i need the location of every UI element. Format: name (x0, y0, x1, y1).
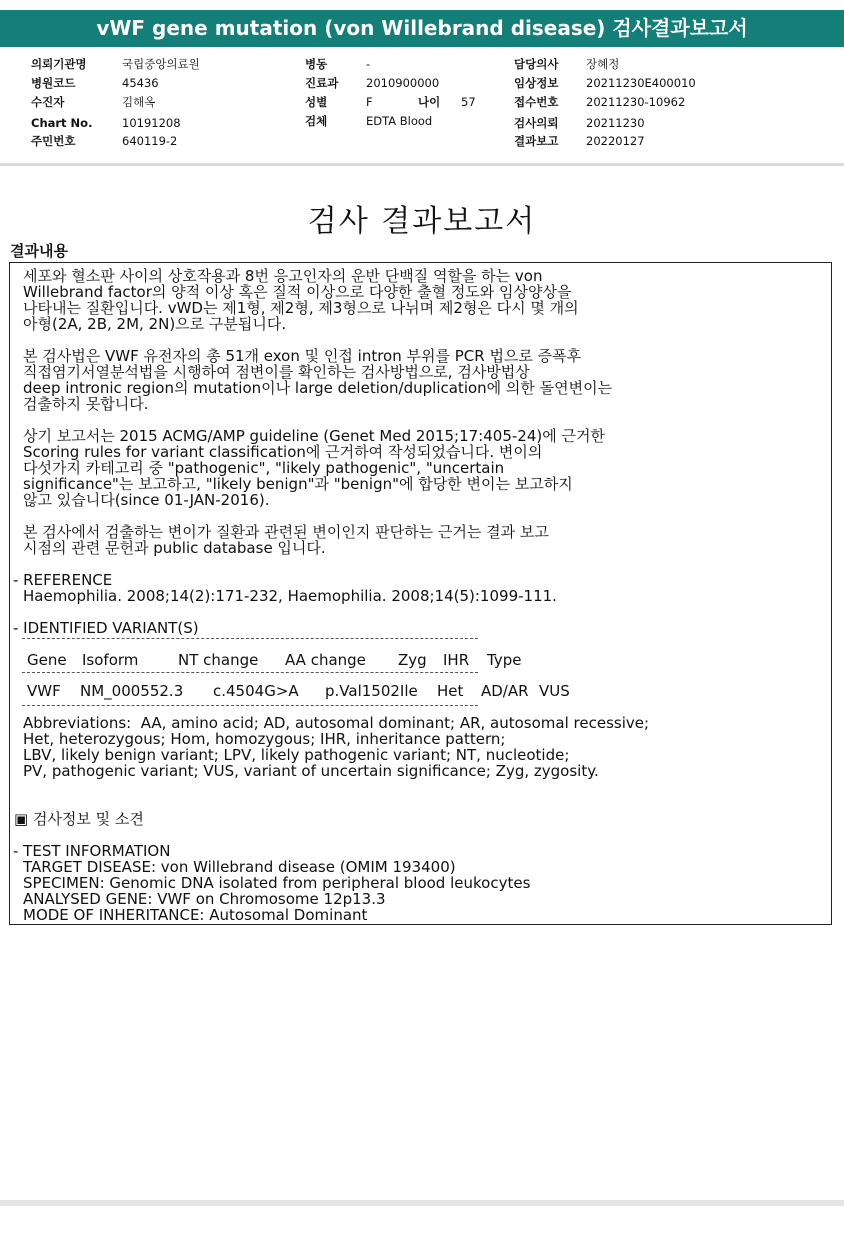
abbreviation-line: Abbreviations: AA, amino acid; AD, autosomal dominant; AR, autosomal recessive; (23, 714, 650, 732)
header-label: 진료과 (305, 76, 339, 90)
test-info-line: MODE OF INHERITANCE: Autosomal Dominant (23, 906, 368, 924)
header-value: 장혜정 (586, 57, 620, 71)
paragraph-line: 시점의 관련 문헌과 public database 입니다. (23, 539, 326, 557)
paragraph-line: 나타내는 질환입니다. vWD는 제1형, 제2형, 제3형으로 나뉘며 제2형은 다시 몇 개의 (23, 299, 579, 317)
header-value: 20211230E400010 (586, 76, 696, 90)
paragraph-line: 검출하지 못합니다. (23, 395, 149, 413)
column-header: Zyg (398, 651, 427, 669)
header-label: 성별 (305, 95, 328, 109)
table-divider (22, 705, 478, 706)
section-title: 결과내용 (10, 242, 68, 260)
paragraph-line: significance"는 보고하고, "likely benign"과 "benign"에 합당한 변이는 보고하지 (23, 475, 573, 493)
reference-text: Haemophilia. 2008;14(2):171-232, Haemophilia. 2008;14(5):1099-111. (23, 587, 557, 605)
column-header: NT change (178, 651, 259, 669)
test-info-heading: - TEST INFORMATION (13, 842, 171, 860)
header-value: - (366, 57, 371, 71)
table-cell: AD/AR (481, 682, 529, 700)
test-info-line: ANALYSED GENE: VWF on Chromosome 12p13.3 (23, 890, 386, 908)
header-label: 검사의뢰 (514, 116, 559, 130)
header-value: 640119-2 (122, 134, 178, 148)
paragraph-line: 세포와 혈소판 사이의 상호작용과 8번 응고인자의 운반 단백질 역할을 하는 von (23, 267, 543, 285)
column-header: AA change (285, 651, 366, 669)
column-header: Type (487, 651, 522, 669)
table-cell: NM_000552.3 (80, 682, 184, 700)
header-label: Chart No. (31, 116, 93, 130)
paragraph-line: Scoring rules for variant classification에 근거하여 작성되었습니다. 변이의 (23, 443, 543, 461)
paragraph-line: 본 검사법은 VWF 유전자의 총 51개 exon 및 인접 intron 부위를 PCR 법으로 증폭후 (23, 347, 582, 365)
footer-divider (0, 1200, 844, 1206)
test-info-line: SPECIMEN: Genomic DNA isolated from peripheral blood leukocytes (23, 874, 531, 892)
paragraph-line: Willebrand factor의 양적 이상 혹은 질적 이상으로 다양한 출혈 정도와 임상양상을 (23, 283, 572, 301)
header-value: 45436 (122, 76, 159, 90)
age-label: 나이 (418, 95, 441, 109)
header-label: 임상정보 (514, 76, 559, 90)
header-value: 20211230-10962 (586, 95, 686, 109)
abbreviation-line: LBV, likely benign variant; LPV, likely pathogenic variant; NT, nucleotide; (23, 746, 570, 764)
header-value: 김해옥 (122, 95, 156, 109)
table-cell: p.Val1502Ile (325, 682, 418, 700)
report-title: 검사 결과보고서 (307, 204, 537, 239)
header-value: 20211230 (586, 116, 645, 130)
reference-heading: - REFERENCE (13, 571, 113, 589)
header-value: 10191208 (122, 116, 181, 130)
paragraph-line: 직접염기서열분석법을 시행하여 점변이를 확인하는 검사방법으로, 검사방법상 (23, 363, 530, 381)
table-divider (22, 638, 478, 639)
header-divider (0, 163, 844, 166)
header-value: 국립중앙의료원 (122, 57, 200, 71)
header-value: 20220127 (586, 134, 645, 148)
paragraph-line: 않고 있습니다(since 01-JAN-2016). (23, 491, 270, 509)
header-label: 병원코드 (31, 76, 76, 90)
findings-heading: ▣ 검사정보 및 소견 (14, 810, 144, 828)
header-label: 검체 (305, 114, 328, 128)
header-label: 접수번호 (514, 95, 559, 109)
header-value: EDTA Blood (366, 114, 433, 128)
paragraph-line: 다섯가지 카테고리 중 "pathogenic", "likely pathogenic", "uncertain (23, 459, 505, 477)
header-label: 의뢰기관명 (31, 57, 87, 71)
test-info-line: TARGET DISEASE: von Willebrand disease (OMIM 193400) (23, 858, 456, 876)
column-header: Isoform (82, 651, 139, 669)
header-label: 수진자 (31, 95, 65, 109)
header-label: 주민번호 (31, 134, 76, 148)
report-banner-title: vWF gene mutation (von Willebrand disease) 검사결과보고서 (0, 10, 844, 47)
abbreviation-line: Het, heterozygous; Hom, homozygous; IHR, inheritance pattern; (23, 730, 506, 748)
result-content-box (9, 262, 832, 925)
header-value: 2010900000 (366, 76, 440, 90)
column-header: IHR (443, 651, 470, 669)
variant-heading: - IDENTIFIED VARIANT(S) (13, 619, 199, 637)
column-header: Gene (27, 651, 67, 669)
header-value: F (366, 95, 373, 109)
paragraph-line: 아형(2A, 2B, 2M, 2N)으로 구분됩니다. (23, 315, 287, 333)
table-divider (22, 672, 478, 673)
table-cell: VUS (539, 682, 570, 700)
paragraph-line: 본 검사에서 검출하는 변이가 질환과 관련된 변이인지 판단하는 근거는 결과 보고 (23, 523, 549, 541)
header-label: 병동 (305, 57, 328, 71)
abbreviation-line: PV, pathogenic variant; VUS, variant of uncertain significance; Zyg, zygosity. (23, 762, 599, 780)
table-cell: Het (437, 682, 464, 700)
table-cell: VWF (27, 682, 61, 700)
table-cell: c.4504G>A (213, 682, 299, 700)
paragraph-line: deep intronic region의 mutation이나 large deletion/duplication에 의한 돌연변이는 (23, 379, 613, 397)
header-label: 결과보고 (514, 134, 559, 148)
age-value: 57 (461, 95, 476, 109)
patient-info-header (0, 52, 844, 160)
header-label: 담당의사 (514, 57, 559, 71)
paragraph-line: 상기 보고서는 2015 ACMG/AMP guideline (Genet Med 2015;17:405-24)에 근거한 (23, 427, 605, 445)
